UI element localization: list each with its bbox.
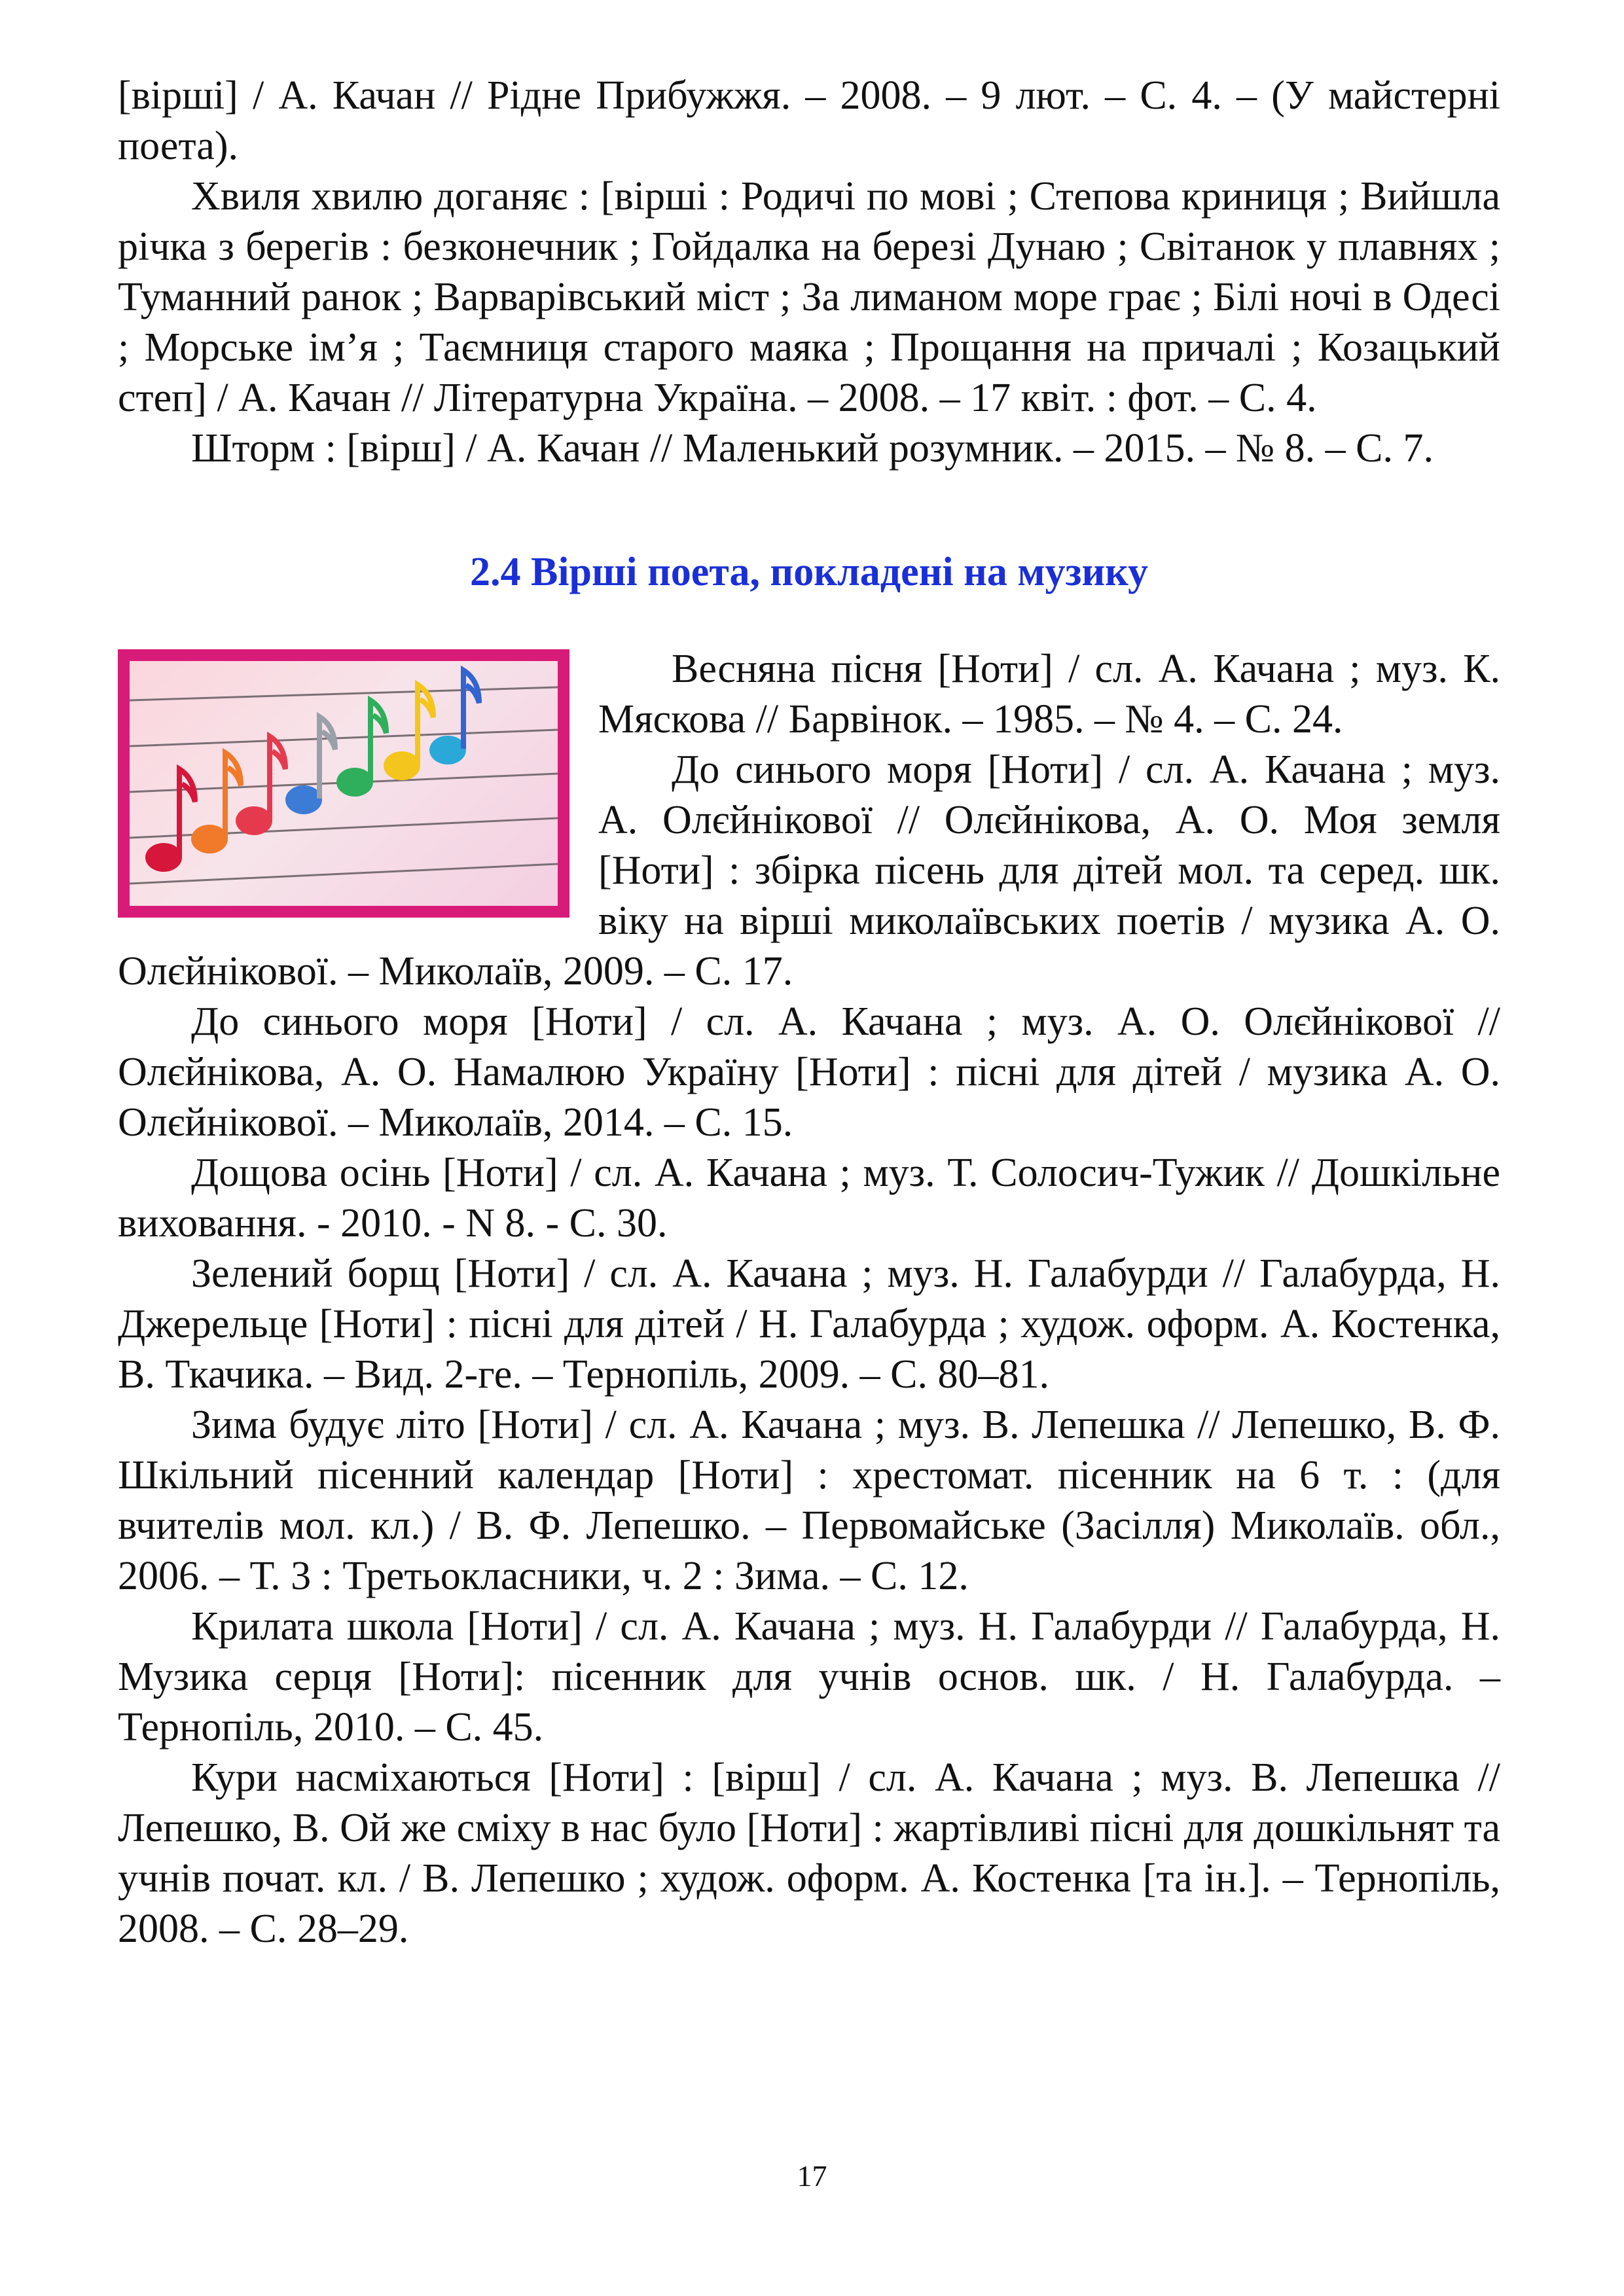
bib-entry: Крилата школа [Ноти] / сл. А. Качана ; муз. Н. Галабурди // Галабурда, Н. Музика серця [Ноти]: пісенник для учнів основ. шк. / Н. Галабурда. – Тернопіль, 2010. – С. 45. [118,1604,1500,1749]
music-notes-icon [130,661,558,906]
music-notes-illustration [118,649,569,918]
bib-entry: Весняна пісня [Ноти] / сл. А. Качана ; муз. К. Мяскова // Барвінок. – 1985. – № 4. – С. 24. [598,647,1500,742]
bib-entry: До синього моря [Ноти] / сл. А. Качана ; муз. А. Олєйнікової // Олєйнікова, А. О. Моя земля [Ноти] : збірка пісень для дітей мол. та серед. шк. віку на вірші миколаївських поетів / музика А. О. Олєйнікової. – Миколаїв, 2009. – С. 17. [118,747,1500,994]
bib-entry: Зима будує літо [Ноти] / сл. А. Качана ; муз. В. Лепешка // Лепешко, В. Ф. Шкільний пісенний календар [Ноти] : хрестомат. пісенник на 6 т. : (для вчителів мол. кл.) / В. Ф. Лепешко. – Первомайське (Засілля) Миколаїв. обл., 2006. – Т. 3 : Третьокласники, ч. 2 : Зима. – С. 12. [118,1403,1500,1598]
bib-entry: Хвиля хвилю доганяє : [вірші : Родичі по мові ; Степова криниця ; Вийшла річка з берегів : безконечник ; Гойдалка на березі Дунаю ; Світанок у плавнях ; Туманний ранок ; Варварівський міст ; За лиманом море грає ; Білі ночі в Одесі ; Морське ім’я ; Таємниця старого маяка ; Прощання на причалі ; Козацький степ] / А. Качан // Літературна Україна. – 2008. – 17 квіт. : фот. – С. 4. [118,174,1500,420]
bib-entry: Дощова осінь [Ноти] / сл. А. Качана ; муз. Т. Солосич-Тужик // Дошкільне виховання. - 2010. - N 8. - С. 30. [118,1151,1500,1246]
document-page [118,71,1500,1954]
bib-entry-continued: [вірші] / А. Качан // Рідне Прибужжя. – 2008. – 9 лют. – С. 4. – (У майстерні поета). [118,73,1500,168]
page-number: 17 [797,2159,827,2193]
bib-entry: Шторм : [вірш] / А. Качан // Маленький розумник. – 2015. – № 8. – С. 7. [191,426,1434,471]
bib-entry: Зелений борщ [Ноти] / сл. А. Качана ; муз. Н. Галабурди // Галабурда, Н. Джерельце [Ноти] : пісні для дітей / Н. Галабурда ; худож. оформ. А. Костенка, В. Ткачика. – Вид. 2-ге. – Тернопіль, 2009. – С. 80–81. [118,1251,1500,1397]
section-heading: 2.4 Вірші поета, покладені на музику [469,550,1149,594]
bib-entry: До синього моря [Ноти] / сл. А. Качана ; муз. А. О. Олєйнікової // Олєйнікова, А. О. Намалюю Україну [Ноти] : пісні для дітей / музика А. О. Олєйнікової. – Миколаїв, 2014. – С. 15. [118,999,1500,1145]
bib-entry: Кури насміхаються [Ноти] : [вірш] / сл. А. Качана ; муз. В. Лепешка // Лепешко, В. Ой же сміху в нас було [Ноти] : жартівливі пісні для дошкільнят та учнів почат. кл. / В. Лепешко ; худож. оформ. А. Костенка [та ін.]. – Тернопіль, 2008. – С. 28–29. [118,1755,1500,1951]
